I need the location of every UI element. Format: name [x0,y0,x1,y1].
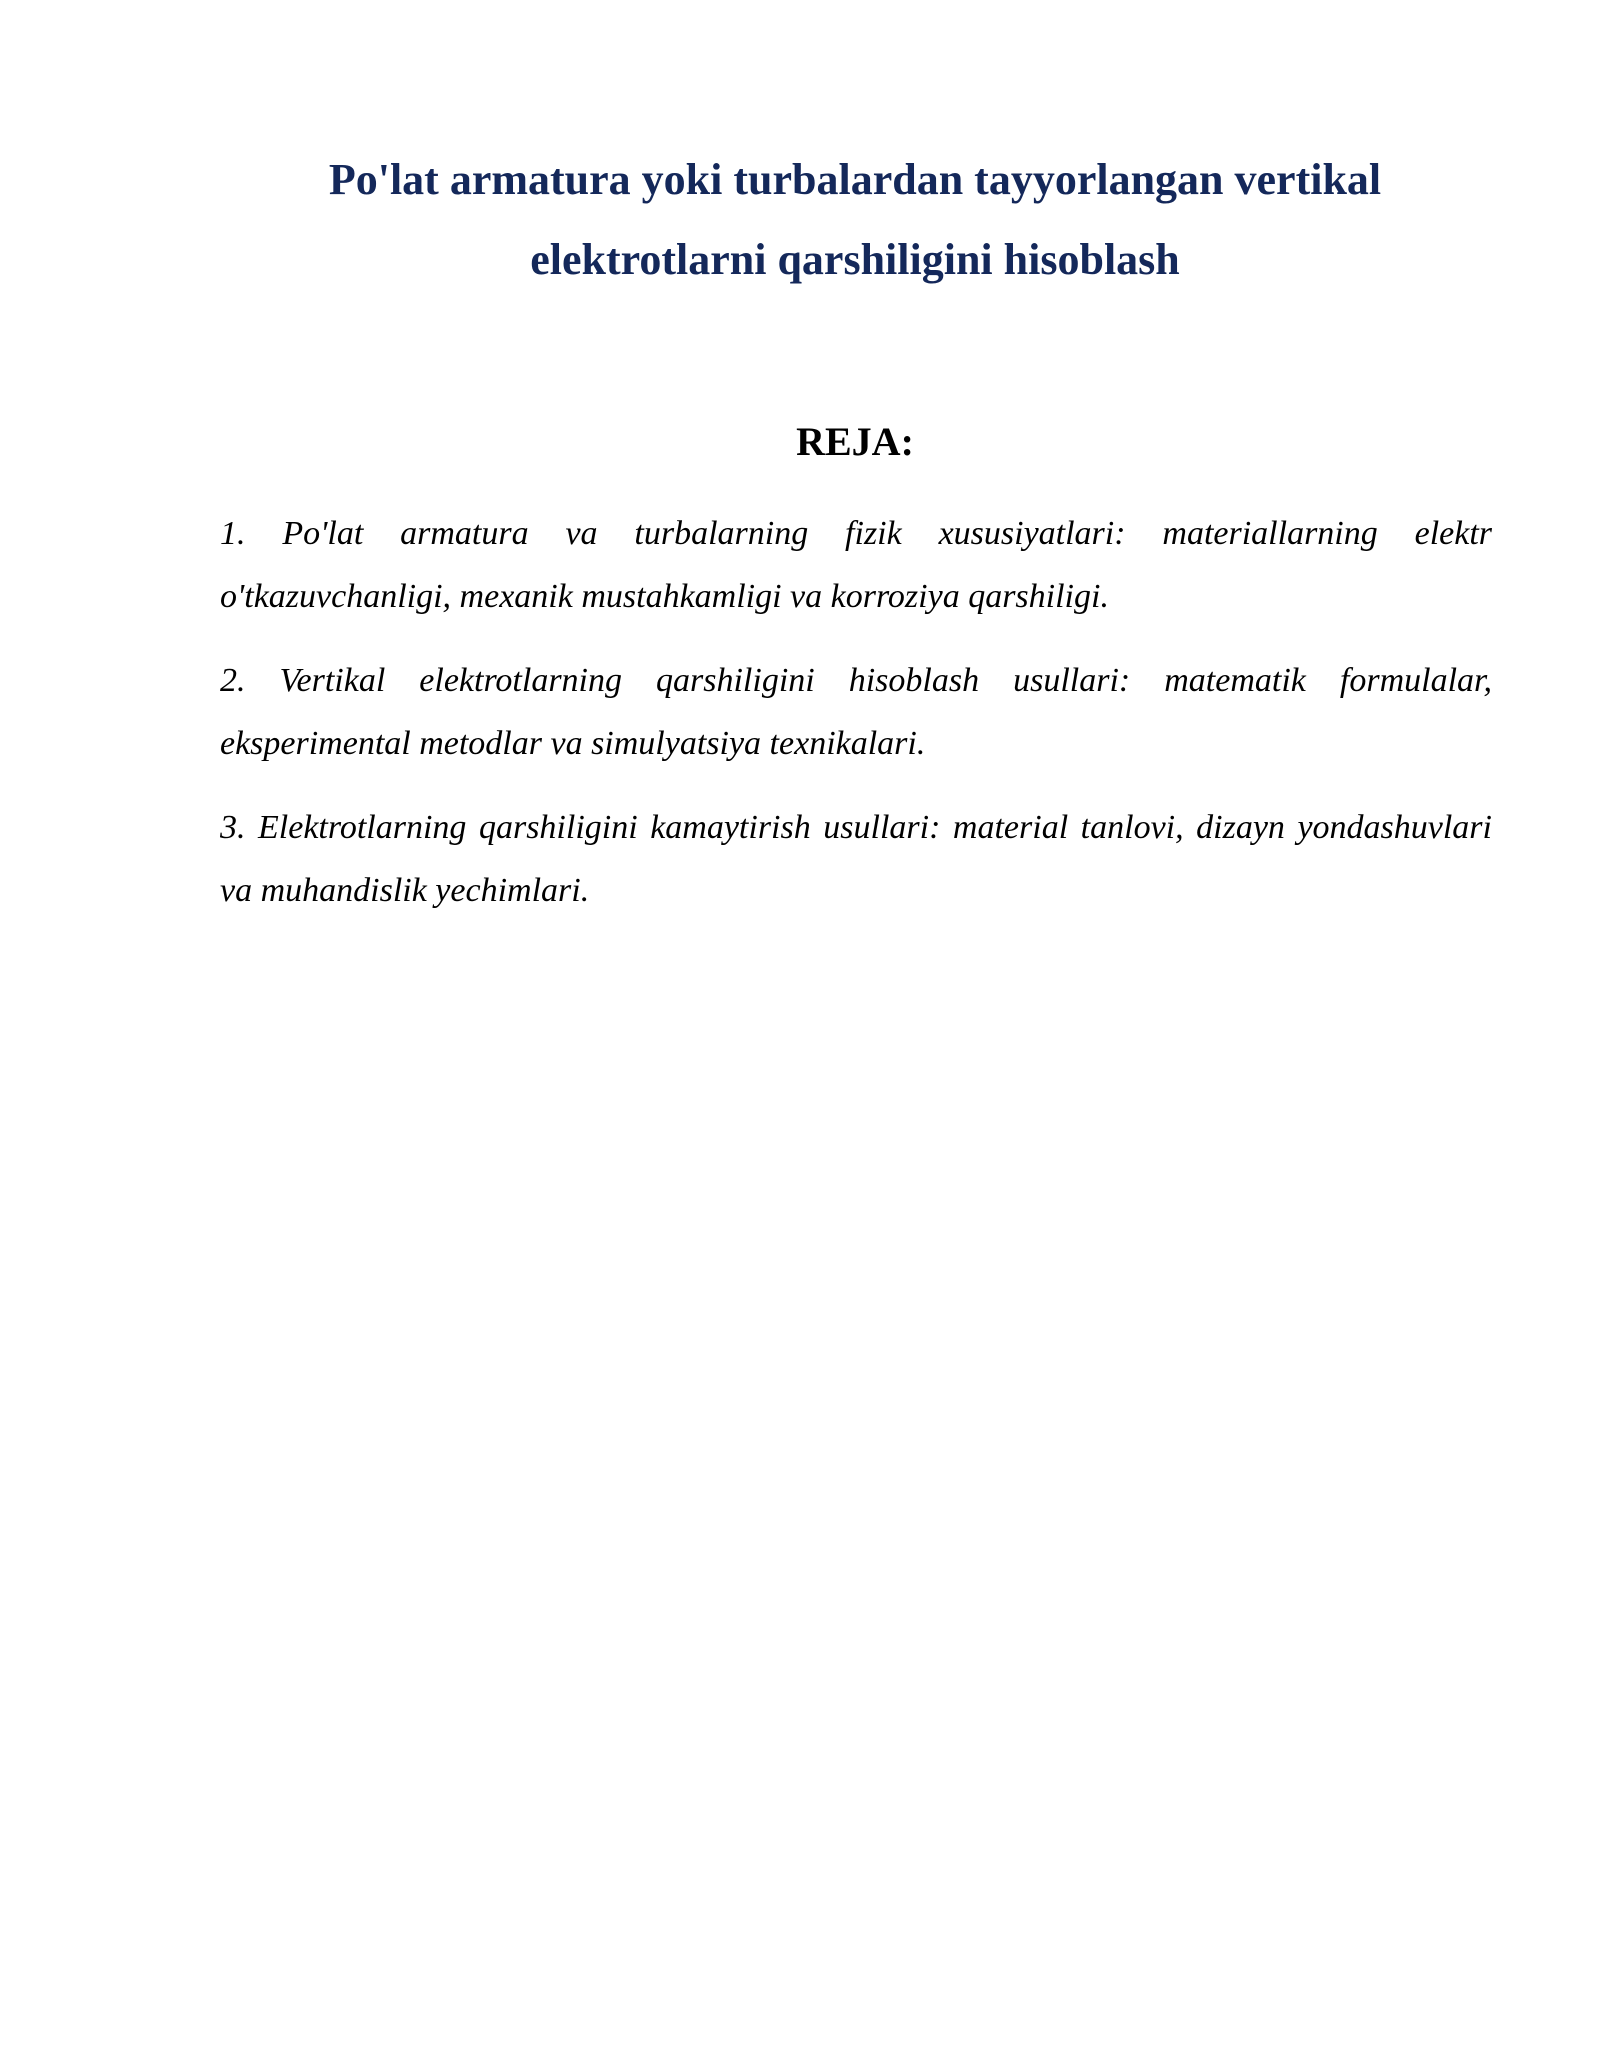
plan-item-2: 2. Vertikal elektrotlarning qarshiligini hisoblash usullari: matematik formulalar, eksperimental metodlar va simulyatsiya texnikalari. [220,662,1492,762]
plan-heading: REJA: [796,419,914,464]
plan-list [220,502,1492,943]
plan-item-3: 3. Elektrotlarning qarshiligini kamaytirish usullari: material tanlovi, dizayn yondashuvlari va muhandislik yechimlari. [220,809,1492,909]
plan-item-1: 1. Po'lat armatura va turbalarning fizik xususiyatlari: materiallarning elektr o'tkazuvchanligi, mexanik mustahkamligi va korroziya qarshiligi. [220,515,1492,615]
document-title: Po'lat armatura yoki turbalardan tayyorlangan vertikal elektrotlarni qarshiligini hisoblash [328,155,1382,284]
